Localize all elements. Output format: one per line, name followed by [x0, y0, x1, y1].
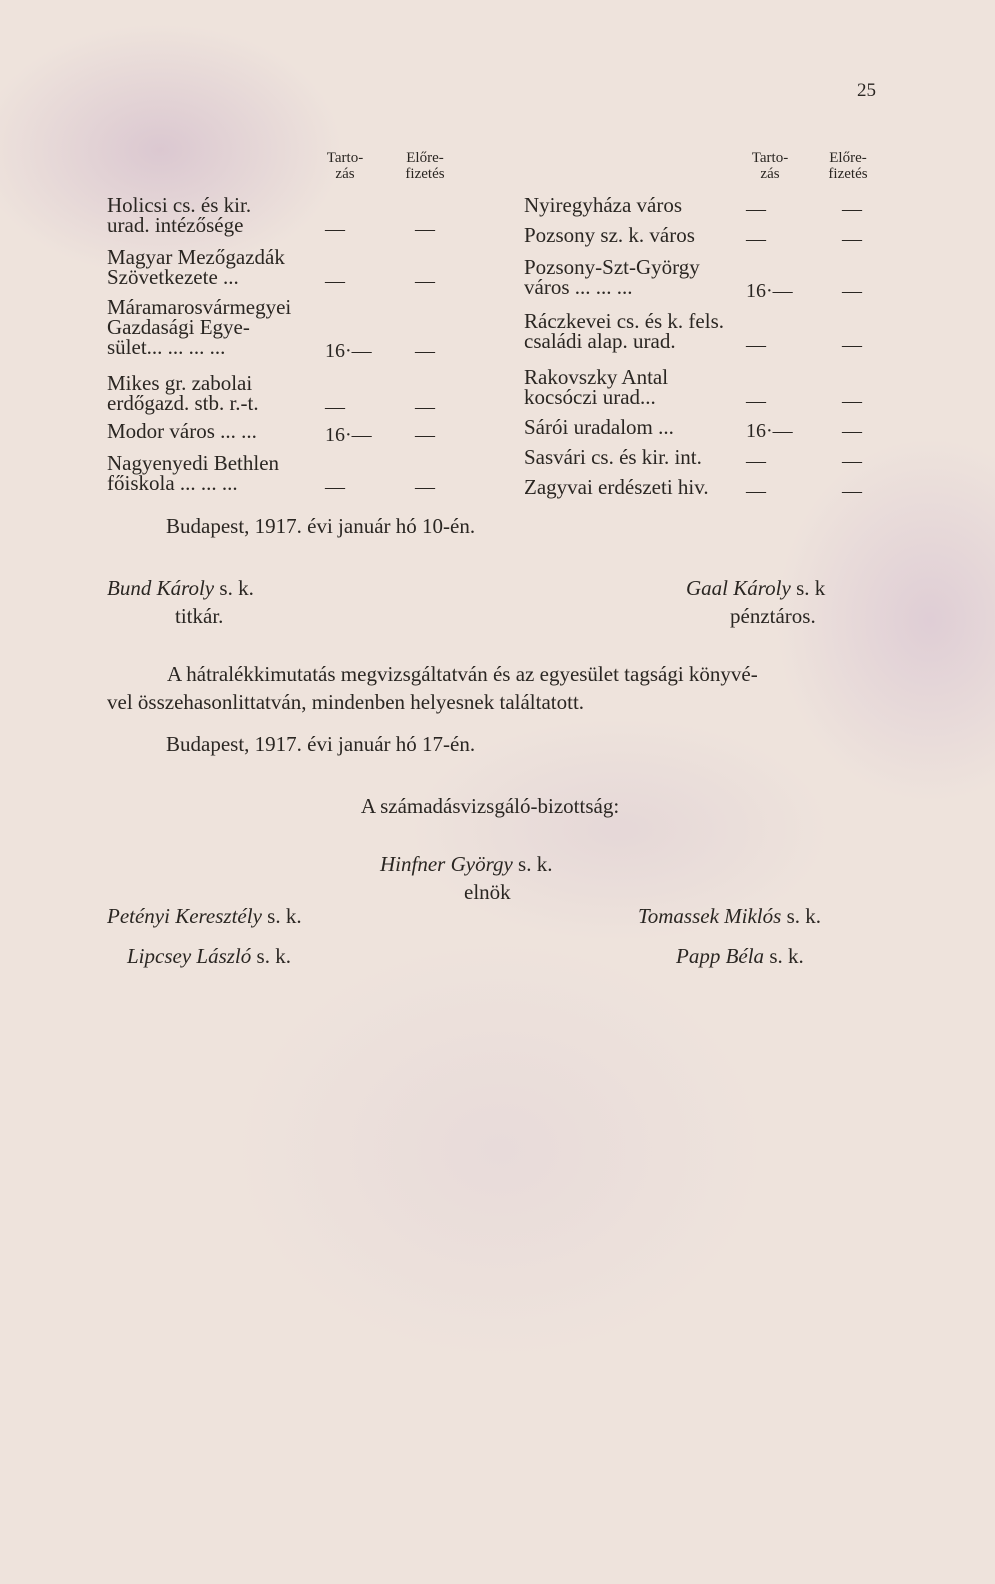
list-item — [524, 257, 924, 303]
signer-name: Bund Károly — [107, 576, 215, 600]
entry-name: Pozsony-Szt-György város ... ... ... — [524, 255, 700, 299]
signer-name: Petényi Keresztély — [107, 904, 262, 928]
entry-name: Holicsi cs. és kir. urad. intézősége — [107, 193, 252, 237]
tartozas-value: — — [746, 198, 766, 220]
entry-name: Rakovszky Antal kocsóczi urad... — [524, 365, 669, 409]
committee-title: A számadásvizsgáló-bizottság: — [360, 794, 620, 818]
list-item — [524, 417, 924, 443]
entry-name: Sárói uradalom ... — [524, 415, 674, 439]
elofizetes-value: — — [415, 340, 435, 362]
list-item — [107, 297, 507, 363]
tartozas-value: 16·— — [325, 424, 372, 446]
list-item — [107, 247, 507, 293]
elofizetes-value: — — [415, 424, 435, 446]
elofizetes-value: — — [415, 270, 435, 292]
signature-tomassek — [638, 902, 821, 930]
signer-name: Lipcsey László — [127, 944, 252, 968]
signature-papp — [676, 942, 804, 970]
list-item — [107, 373, 507, 419]
elofizetes-value: — — [842, 280, 862, 302]
signature-hinfner — [380, 850, 552, 878]
tartozas-value: 16·— — [325, 340, 372, 362]
tartozas-value: — — [325, 218, 345, 240]
page-number: 25 — [857, 80, 876, 101]
tartozas-value: 16·— — [746, 280, 793, 302]
signer-title: pénztáros. — [730, 604, 816, 628]
entry-name: Mikes gr. zabolai erdőgazd. stb. r.-t. — [107, 371, 259, 415]
signer-sk: s. k. — [214, 576, 254, 600]
list-item — [524, 195, 924, 221]
elofizetes-value: — — [842, 450, 862, 472]
entry-name: Nyiregyháza város — [524, 193, 683, 217]
signature-lipcsey — [127, 942, 291, 970]
entry-name: Modor város ... ... — [107, 419, 257, 443]
elofizetes-value: — — [415, 218, 435, 240]
signature-gaal — [686, 574, 825, 602]
entry-name: Zagyvai erdészeti hiv. — [524, 475, 709, 499]
entry-name: Ráczkevei cs. és k. fels. családi alap. urad. — [524, 309, 725, 353]
elofizetes-value: — — [842, 198, 862, 220]
tartozas-value: — — [325, 396, 345, 418]
list-item — [107, 195, 507, 241]
elofizetes-value: — — [842, 420, 862, 442]
tartozas-value: — — [746, 228, 766, 250]
header-elofizetes: Előre- fizetés — [828, 150, 868, 182]
date-line-1: Budapest, 1917. évi január hó 10-én. — [166, 514, 476, 538]
header-tartozas: Tarto- zás — [326, 150, 364, 182]
signature-bund — [107, 574, 254, 602]
entry-name: Máramarosvármegyei Gazdasági Egye- sület... ... ... ... — [107, 295, 292, 359]
entry-name: Nagyenyedi Bethlen főiskola ... ... ... — [107, 451, 280, 495]
list-item — [524, 477, 924, 503]
signer-name: Papp Béla — [676, 944, 765, 968]
signer-sk: s. k — [790, 576, 826, 600]
elofizetes-value: — — [842, 334, 862, 356]
list-item — [107, 453, 507, 499]
list-item — [524, 447, 924, 473]
elofizetes-value: — — [415, 396, 435, 418]
signature-petenyi — [107, 902, 302, 930]
list-item — [524, 367, 924, 413]
signer-sk: s. k. — [781, 904, 821, 928]
elofizetes-value: — — [842, 390, 862, 412]
signer-name: Gaal Károly — [686, 576, 791, 600]
tartozas-value: — — [325, 270, 345, 292]
audit-paragraph: A hátralékkimutatás megvizsgáltatván és az egyesület tagsági könyvé- vel összehasonlittatván, mindenben helyesnek találtatott. — [107, 662, 758, 714]
entry-name: Magyar Mezőgazdák Szövetkezete ... — [107, 245, 285, 289]
tartozas-value: — — [746, 390, 766, 412]
elofizetes-value: — — [842, 480, 862, 502]
tartozas-value: — — [746, 480, 766, 502]
list-item — [524, 311, 924, 357]
list-item — [107, 421, 507, 447]
header-tartozas: Tarto- zás — [751, 150, 789, 182]
signer-sk: s. k. — [261, 904, 302, 928]
tartozas-value: — — [746, 334, 766, 356]
signer-sk: s. k. — [251, 944, 291, 968]
date-line-2: Budapest, 1917. évi január hó 17-én. — [166, 732, 476, 756]
elofizetes-value: — — [415, 476, 435, 498]
signer-sk: s. k. — [764, 944, 804, 968]
entry-name: Pozsony sz. k. város — [524, 223, 695, 247]
list-item — [524, 225, 924, 251]
chair-title: elnök — [464, 880, 511, 904]
tartozas-value: 16·— — [746, 420, 793, 442]
signer-title: titkár. — [175, 604, 224, 628]
elofizetes-value: — — [842, 228, 862, 250]
signer-sk: s. k. — [512, 852, 553, 876]
tartozas-value: — — [325, 476, 345, 498]
signer-name: Tomassek Miklós — [638, 904, 782, 928]
entry-name: Sasvári cs. és kir. int. — [524, 445, 702, 469]
signer-name: Hinfner György — [380, 852, 513, 876]
tartozas-value: — — [746, 450, 766, 472]
header-elofizetes: Előre- fizetés — [405, 150, 445, 182]
